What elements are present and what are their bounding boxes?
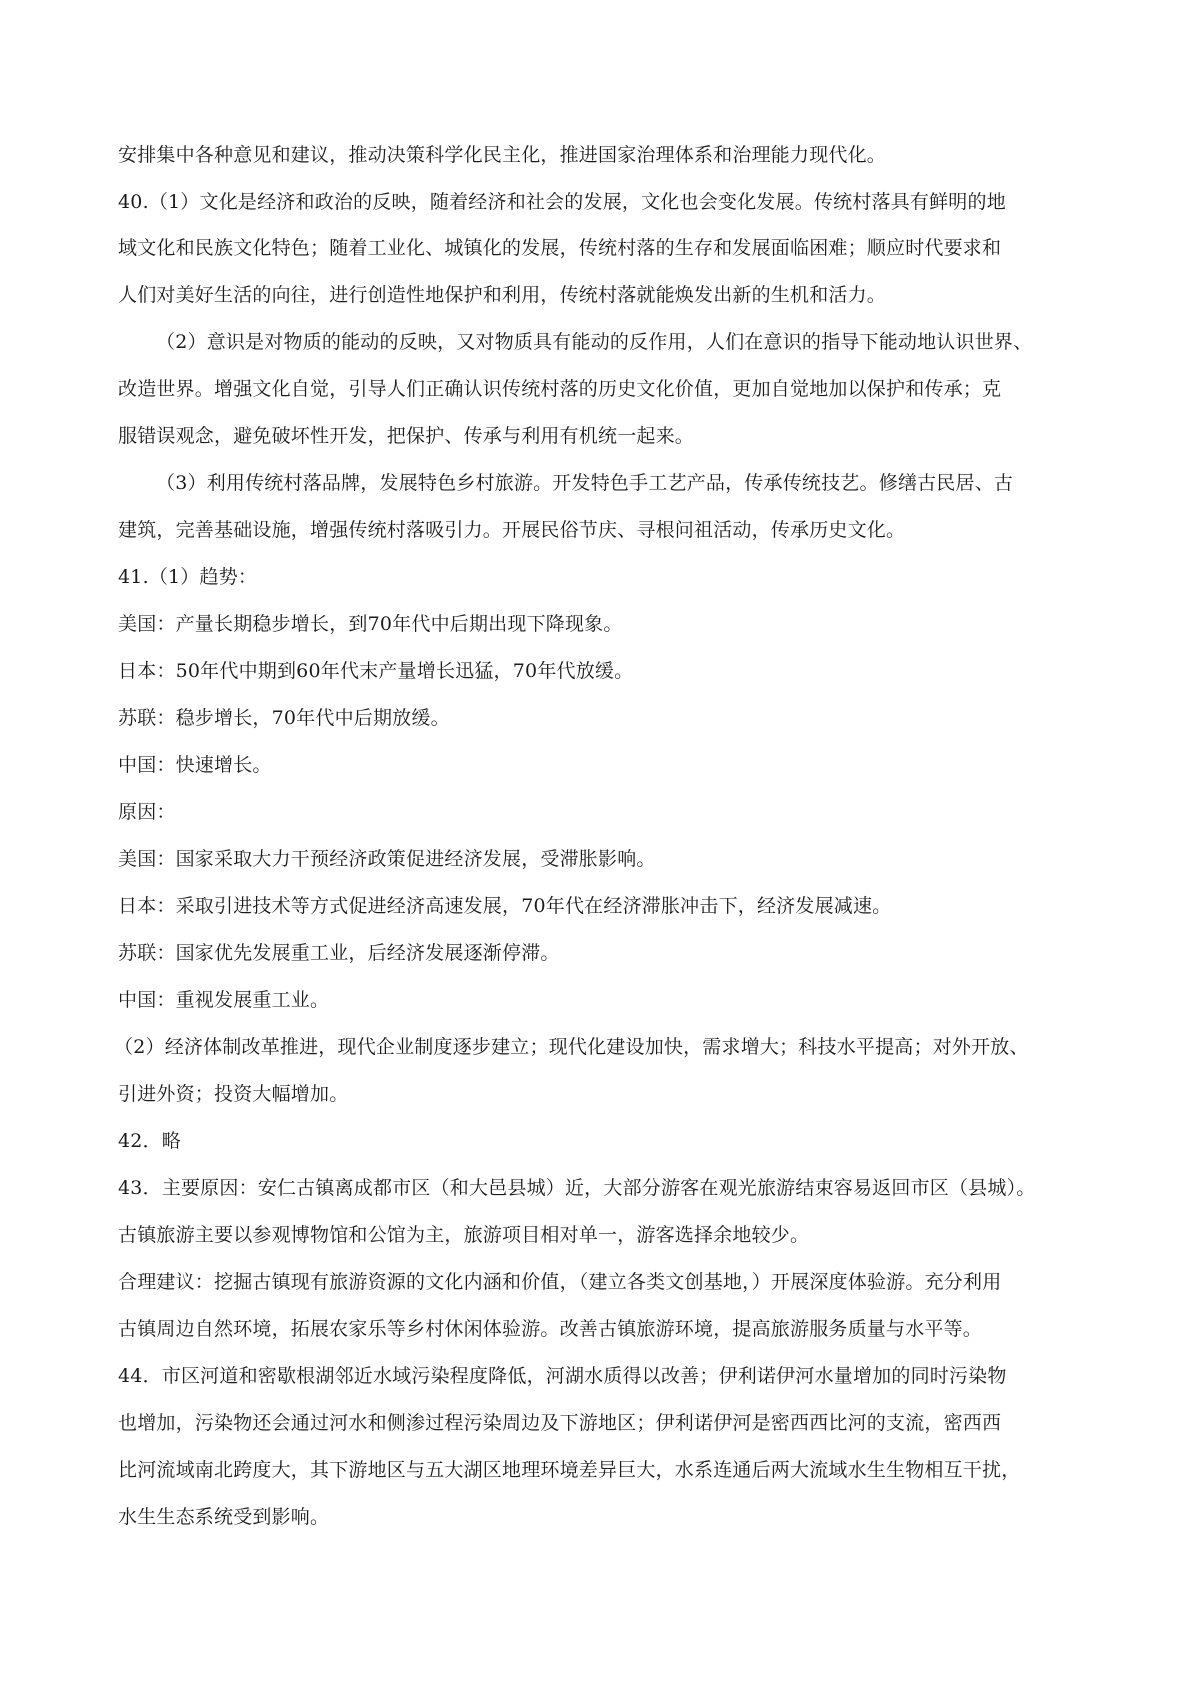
text-line: 水生生态系统受到影响。: [118, 1506, 330, 1528]
text-line: 建筑，完善基础设施，增强传统村落吸引力。开展民俗节庆、寻根问祖活动，传承历史文化。: [118, 519, 906, 541]
text-line: 古镇旅游主要以参观博物馆和公馆为主，旅游项目相对单一，游客选择余地较少。: [118, 1224, 810, 1246]
text-line: （2）经济体制改革推进，现代企业制度逐步建立；现代化建设加快，需求增大；科技水平提高；对外开放、: [114, 1036, 1029, 1058]
text-line: 中国：快速增长。: [118, 754, 272, 776]
text-line: 美国：产量长期稳步增长，到70年代中后期出现下降现象。: [118, 613, 623, 635]
text-line: （2）意识是对物质的能动的反映，又对物质具有能动的反作用，人们在意识的指导下能动地认识世界、: [156, 331, 1033, 353]
text-line: 苏联：稳步增长，70年代中后期放缓。: [118, 707, 450, 729]
text-line: 41.（1）趋势：: [118, 566, 258, 588]
text-line: （3）利用传统村落品牌，发展特色乡村旅游。开发特色手工艺产品，传承传统技艺。修缮古民居、古: [156, 472, 1014, 494]
text-line: 日本：50年代中期到60年代末产量增长迅猛，70年代放缓。: [118, 660, 634, 682]
text-line: 44．市区河道和密歇根湖邻近水域污染程度降低，河湖水质得以改善；伊利诺伊河水量增加的同时污染物: [118, 1365, 1007, 1387]
text-line: 古镇周边自然环境，拓展农家乐等乡村休闲体验游。改善古镇旅游环境，提高旅游服务质量与水平等。: [118, 1318, 983, 1340]
text-line: 域文化和民族文化特色；随着工业化、城镇化的发展，传统村落的生存和发展面临困难；顺应时代要求和: [118, 237, 1002, 259]
text-line: 引进外资；投资大幅增加。: [118, 1083, 349, 1105]
text-line: 也增加，污染物还会通过河水和侧渗过程污染周边及下游地区；伊利诺伊河是密西西比河的支流，密西西: [118, 1412, 1002, 1434]
text-line: 43．主要原因：安仁古镇离成都市区（和大邑县城）近，大部分游客在观光旅游结束容易返回市区（县城）。: [118, 1177, 1036, 1199]
text-line: 美国：国家采取大力干预经济政策促进经济发展，受滞胀影响。: [118, 848, 656, 870]
text-line: 服错误观念，避免破坏性开发，把保护、传承与利用有机统一起来。: [118, 425, 695, 447]
text-line: 原因：: [118, 801, 176, 823]
text-line: 日本：采取引进技术等方式促进经济高速发展，70年代在经济滞胀冲击下，经济发展减速。: [118, 895, 892, 917]
text-line: 合理建议：挖掘古镇现有旅游资源的文化内涵和价值，（建立各类文创基地，）开展深度体验游。充分利用: [118, 1271, 1002, 1293]
text-line: 人们对美好生活的向往，进行创造性地保护和利用，传统村落就能焕发出新的生机和活力。: [118, 284, 887, 306]
text-line: 安排集中各种意见和建议，推动决策科学化民主化，推进国家治理体系和治理能力现代化。: [118, 144, 887, 166]
text-line: 改造世界。增强文化自觉，引导人们正确认识传统村落的历史文化价值，更加自觉地加以保护和传承；克: [118, 378, 1002, 400]
text-line: 中国：重视发展重工业。: [118, 989, 330, 1011]
text-line: 42．略: [118, 1130, 181, 1152]
text-line: 40.（1）文化是经济和政治的反映，随着经济和社会的发展，文化也会变化发展。传统村落具有鲜明的地: [118, 191, 1006, 213]
text-line: 比河流域南北跨度大，其下游地区与五大湖区地理环境差异巨大，水系连通后两大流域水生生物相互干扰，: [118, 1459, 1021, 1481]
text-line: 苏联：国家优先发展重工业，后经济发展逐渐停滞。: [118, 942, 560, 964]
